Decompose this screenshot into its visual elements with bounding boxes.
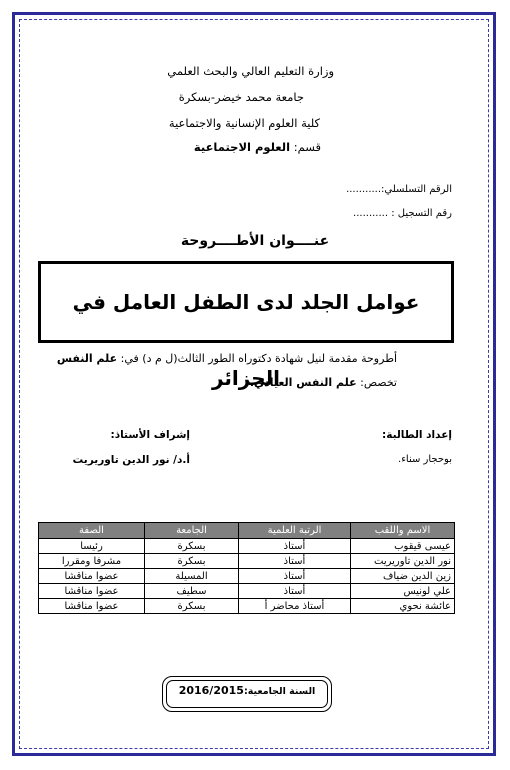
department-name: العلوم الاجتماعية bbox=[193, 140, 291, 154]
supervisor-label: إشراف الأستاذ: bbox=[110, 429, 190, 441]
member-university: بسكرة bbox=[145, 539, 239, 554]
committee-header-row bbox=[39, 523, 455, 539]
member-university: المسيلة bbox=[145, 569, 239, 584]
header-name: الاسم واللقب bbox=[351, 523, 455, 539]
serial-number: الرقم التسلسلي:........... bbox=[346, 184, 452, 195]
member-university: بسكرة bbox=[145, 554, 239, 569]
member-name: عيسى قيقوب bbox=[351, 539, 455, 554]
table-row bbox=[39, 569, 455, 584]
member-rank: أستاذ bbox=[239, 584, 351, 599]
faculty-name: كلية العلوم الإنسانية والاجتماعية bbox=[168, 116, 320, 130]
department-label: قسم: bbox=[293, 140, 321, 154]
academic-year-label: السنة الجامعية: bbox=[243, 686, 316, 697]
academic-year-box bbox=[162, 676, 332, 712]
degree-statement bbox=[57, 352, 397, 365]
member-rank: أستاذ محاضر أ bbox=[239, 599, 351, 614]
member-role: عضوا مناقشا bbox=[39, 584, 145, 599]
header-rank: الرتبة العلمية bbox=[239, 523, 351, 539]
specialty-label: تخصص: bbox=[360, 376, 397, 389]
member-role: عضوا مناقشا bbox=[39, 569, 145, 584]
department bbox=[194, 140, 321, 154]
member-rank: أستاذ bbox=[239, 539, 351, 554]
member-rank: أستاذ bbox=[239, 569, 351, 584]
degree-field: علم النفس bbox=[56, 352, 118, 365]
member-name: عائشة نحوي bbox=[351, 599, 455, 614]
thesis-title-label: عنــــوان الأطــــروحة bbox=[180, 233, 330, 249]
member-name: نور الدين تاوريريت bbox=[351, 554, 455, 569]
member-university: سطيف bbox=[145, 584, 239, 599]
academic-year-value: 2016/2015 bbox=[178, 684, 244, 697]
member-role: مشرفا ومقررا bbox=[39, 554, 145, 569]
specialty bbox=[250, 376, 397, 389]
member-name: علي لونيس bbox=[351, 584, 455, 599]
header-university: الجامعة bbox=[145, 523, 239, 539]
committee-table bbox=[38, 522, 455, 614]
academic-year bbox=[163, 677, 331, 706]
specialty-value: علم النفس العيادي. bbox=[249, 376, 357, 389]
member-university: بسكرة bbox=[145, 599, 239, 614]
supervisor-name: أ.د/ نور الدين تاوريريت bbox=[72, 454, 190, 466]
degree-text: أطروحة مقدمة لنيل شهادة دكتوراه الطور الثالث(ل م د) في: bbox=[120, 352, 397, 365]
student-label: إعداد الطالبة: bbox=[382, 429, 452, 441]
table-row bbox=[39, 599, 455, 614]
table-row bbox=[39, 539, 455, 554]
registration-number: رقم التسجيل : ........... bbox=[353, 208, 452, 219]
table-row bbox=[39, 584, 455, 599]
member-role: عضوا مناقشا bbox=[39, 599, 145, 614]
university-name: جامعة محمد خيضر-بسكرة bbox=[178, 90, 304, 104]
header-role: الصفة bbox=[39, 523, 145, 539]
table-row bbox=[39, 554, 455, 569]
member-rank: أستاذ bbox=[239, 554, 351, 569]
ministry-name: وزارة التعليم العالي والبحث العلمي bbox=[167, 64, 334, 78]
thesis-title: عوامل الجلد لدى الطفل العامل في الجزائر bbox=[72, 290, 420, 390]
student-name: بوحجار سناء. bbox=[398, 454, 452, 465]
member-name: زين الدين ضياف bbox=[351, 569, 455, 584]
member-role: رئيسا bbox=[39, 539, 145, 554]
